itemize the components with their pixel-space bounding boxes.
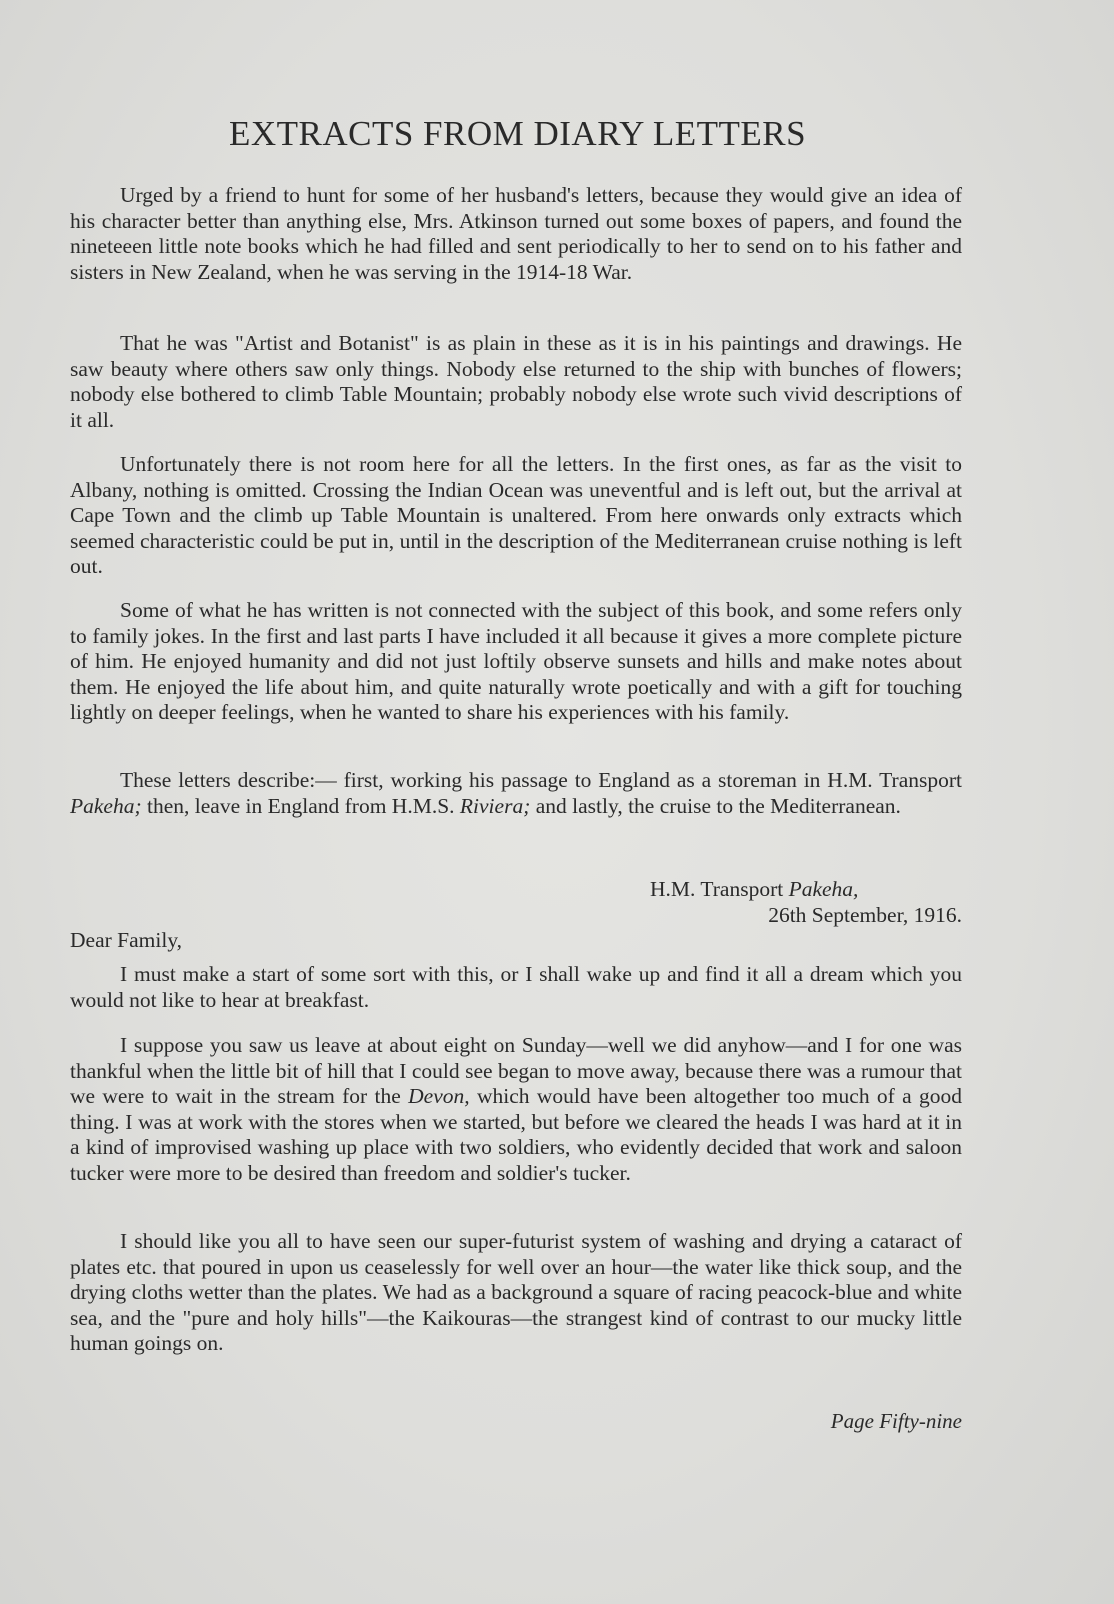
letter-p2-text-2: which would have been altogether too much of a good thing. I was at work with the stores when we started, but before we cleared the heads I was hard at it in a kind of improvised washing up place with two soldiers, who evidently decided that work and saloon tucker were more to be desired than freedom and soldier's tucker. bbox=[70, 1084, 962, 1185]
page-title: EXTRACTS FROM DIARY LETTERS bbox=[228, 114, 807, 153]
letter-date: 26th September, 1916. bbox=[768, 903, 962, 927]
letter-paragraph-1: I must make a start of some sort with this, or I shall wake up and find it all a dream which you would not like to hear at breakfast. bbox=[70, 962, 962, 1012]
intro-paragraph-3: Unfortunately there is not room here for all the letters. In the first ones, as far as the visit to Albany, nothing is omitted. Crossing the Indian Ocean was uneventful and is left out, but the arrival at Cape Town and the climb up Table Mountain is unaltered. From here onwards only extracts which seemed characteristic could be put in, until in the description of the Mediterranean cruise nothing is left out. bbox=[70, 452, 962, 578]
ship-name-riviera: Riviera; bbox=[459, 793, 531, 818]
letter-salutation: Dear Family, bbox=[70, 928, 183, 952]
page-number: Page Fifty-nine bbox=[830, 1409, 962, 1433]
ship-name-pakeha: Pakeha; bbox=[70, 793, 142, 818]
intro-paragraph-1: Urged by a friend to hunt for some of her husband's letters, because they would give an idea of his character better than anything else, Mrs. Atkinson turned out some boxes of papers, and found the nineteeen little note books which he had filled and sent periodically to her to send on to his father and sisters in New Zealand, when he was serving in the 1914-18 War. bbox=[70, 183, 962, 284]
letter-paragraph-3: I should like you all to have seen our super-futurist system of washing and drying a cataract of plates etc. that poured in upon us ceaselessly for well over an hour—the water like thick soup, and the drying cloths wetter than the plates. We had as a background a square of racing peacock-blue and white sea, and the "pure and holy hills"—the Kaikouras—the strangest kind of contrast to our mucky little human goings on. bbox=[70, 1229, 962, 1355]
letter-place-ship: Pakeha, bbox=[788, 877, 859, 901]
describe-text-2: then, leave in England from H.M.S. bbox=[141, 793, 460, 818]
letter-place-text: H.M. Transport bbox=[650, 877, 789, 901]
letter-place bbox=[650, 877, 970, 903]
letter-paragraph-2 bbox=[70, 1033, 962, 1186]
describe-text-1: These letters describe:— first, working his passage to England as a storeman in H.M. Transport bbox=[120, 768, 962, 792]
ship-name-devon: Devon, bbox=[408, 1084, 470, 1108]
intro-paragraph-4: Some of what he has written is not connected with the subject of this book, and some refers only to family jokes. In the first and last parts I have included it all because it gives a more complete picture of him. He enjoyed humanity and did not just loftily observe sunsets and hills and make notes about them. He enjoyed the life about him, and quite naturally wrote poetically and with a gift for touching lightly on deeper feelings, when he wanted to share his experiences with his family. bbox=[70, 598, 962, 724]
letter-p2-text-1: I suppose you saw us leave at about eight on Sunday—well we did anyhow—and I for one was thankful when the little bit of hill that I could see began to move away, because there was a rumour that we were to wait in the stream for the bbox=[70, 1033, 962, 1108]
describe-paragraph bbox=[70, 768, 962, 819]
describe-text-3: and lastly, the cruise to the Mediterranean. bbox=[530, 793, 901, 818]
intro-paragraph-2: That he was "Artist and Botanist" is as plain in these as it is in his paintings and drawings. He saw beauty where others saw only things. Nobody else returned to the ship with bunches of flowers; nobody else bothered to climb Table Mountain; probably nobody else wrote such vivid descriptions of it all. bbox=[70, 331, 962, 432]
